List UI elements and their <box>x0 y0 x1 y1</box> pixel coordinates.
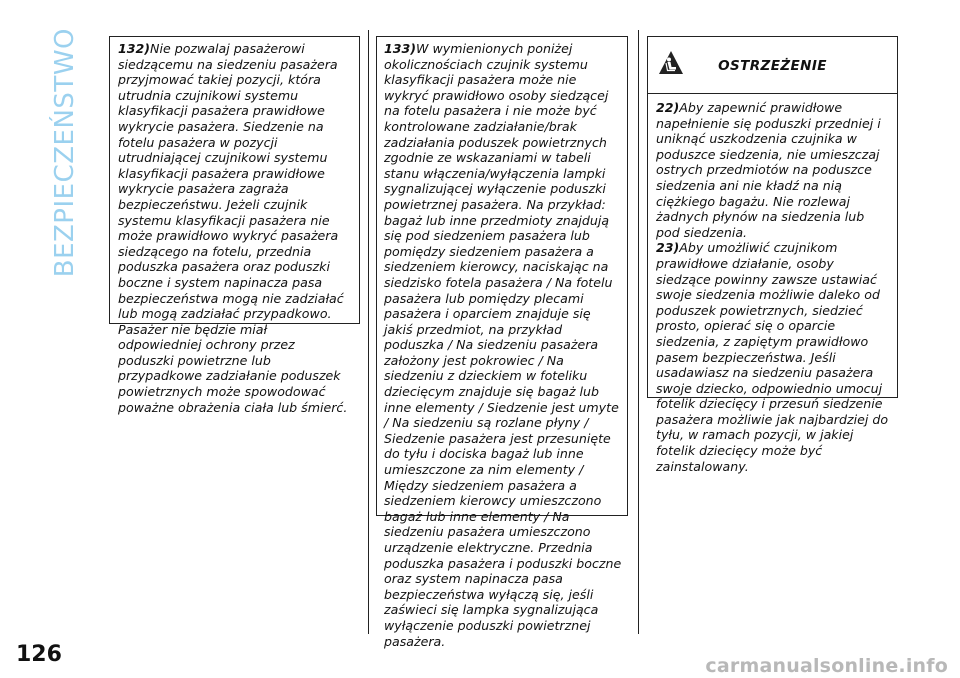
warning-text: Aby zapewnić prawidłowe napełnienie się poduszki przedniej i uniknąć uszkodzenia czujnika w poduszce siedzenia, nie umieszczaj ostrych przedmiotów na poduszce siedzenia ani nie kładź na nią ciężkiego bagażu. Nie rozlewaj żadnych płynów na siedzenia lub pod siedzenia. <box>656 100 881 240</box>
note-text: Nie pozwalaj pasażerowi siedzącemu na siedzeniu pasażera przyjmować takiej pozycji, która utrudnia czujnikowi systemu klasyfikacji pasażera prawidłowe wykrycie pasażera. Siedzenie na fotelu pasażera w pozycji utrudniającej czujnikowi systemu klasyfikacji pasażera prawidłowe wykrycie pasażera zagraża bezpieczeństwu. Jeżeli czujnik systemu klasyfikacji pasażera nie może prawidłowo wykryć pasażera siedzącego na fotelu, przednia poduszka pasażera oraz poduszki boczne i system napinacza pasa bezpieczeństwa mogą nie zadziałać lub mogą zadziałać przypadkowo. Pasażer nie będzie miał odpowiedniej ochrony przez poduszki powietrzne lub przypadkowe zadziałanie poduszek powietrznych może spowodować poważne obrażenia ciała lub śmierć. <box>118 41 348 415</box>
warning-box <box>647 36 898 474</box>
page-number: 126 <box>16 642 62 667</box>
warning-header <box>648 37 897 94</box>
warning-text: Aby umożliwić czujnikom prawidłowe działanie, osoby siedzące powinny zawsze ustawiać swoje siedzenia możliwie daleko od poduszek powietrznych, siedzieć prosto, opierać się o oparcie siedzenia, z zapiętym prawidłowo pasem bezpieczeństwa. Jeśli usadawiasz na siedzeniu pasażera swoje dziecko, odpowiednio umocuj fotelik dziecięcy i przesuń siedzenie pasażera możliwie jak najbardziej do tyłu, w ramach pozycji, w jakiej fotelik dziecięcy może być zainstalowany. <box>656 240 889 474</box>
column-divider-2 <box>638 30 639 634</box>
section-title: BEZPIECZEŃSTWO <box>50 28 80 278</box>
warning-item-22 <box>656 100 891 240</box>
warning-number: 22) <box>656 100 680 115</box>
warning-item-23 <box>656 240 891 474</box>
warning-number: 23) <box>656 240 680 256</box>
warning-body <box>648 94 897 480</box>
note-box-133 <box>376 36 628 649</box>
note-number: 132) <box>118 41 151 56</box>
note-text: W wymienionych poniżej okolicznościach czujnik systemu klasyfikacji pasażera może nie wykryć prawidłowo osoby siedzącej na fotelu pasażera i nie może być kontrolowane zadziałanie/brak zadziałania poduszek powietrznych zgodnie ze wskazaniami w tabeli stanu włączenia/wyłączenia lampki sygnalizującej wyłączenie poduszki powietrznej pasażera. Na przykład: bagaż lub inne przedmioty znajdują się pod siedzeniem pasażera lub pomiędzy siedzeniem pasażera a siedzeniem kierowcy, naciskając na siedzisko fotela pasażera / Na fotelu pasażera lub pomiędzy plecami pasażera i oparciem znajduje się jakiś przedmiot, na przykład poduszka / Na siedzeniu pasażera założony jest pokrowiec / Na siedzeniu z dzieckiem w foteliku dziecięcym znajduje się bagaż lub inne elementy / Siedzenie jest umyte / Na siedzeniu są rozlane płyny / Siedzenie pasażera jest przesunięte do tyłu i dociska bagaż lub inne umieszczone za nim elementy / Między siedzeniem pasażera a siedzeniem kierowcy umieszczono bagaż lub inne elementy / Na siedzeniu pasażera umieszczono urządzenie elektryczne. Przednia poduszka pasażera i poduszki boczne oraz system napinacza pasa bezpieczeństwa wyłączą się, jeśli zaświeci się lampka sygnalizująca wyłączenie poduszki powietrznej pasażera. <box>384 41 622 649</box>
warning-title: OSTRZEŻENIE <box>718 58 827 74</box>
note-133-paragraph <box>384 41 622 649</box>
note-box-132 <box>109 36 360 415</box>
note-132-paragraph <box>118 41 353 415</box>
note-number: 133) <box>384 41 417 56</box>
column-divider-1 <box>368 30 369 634</box>
watermark: carmanualsonline.info <box>705 655 948 677</box>
